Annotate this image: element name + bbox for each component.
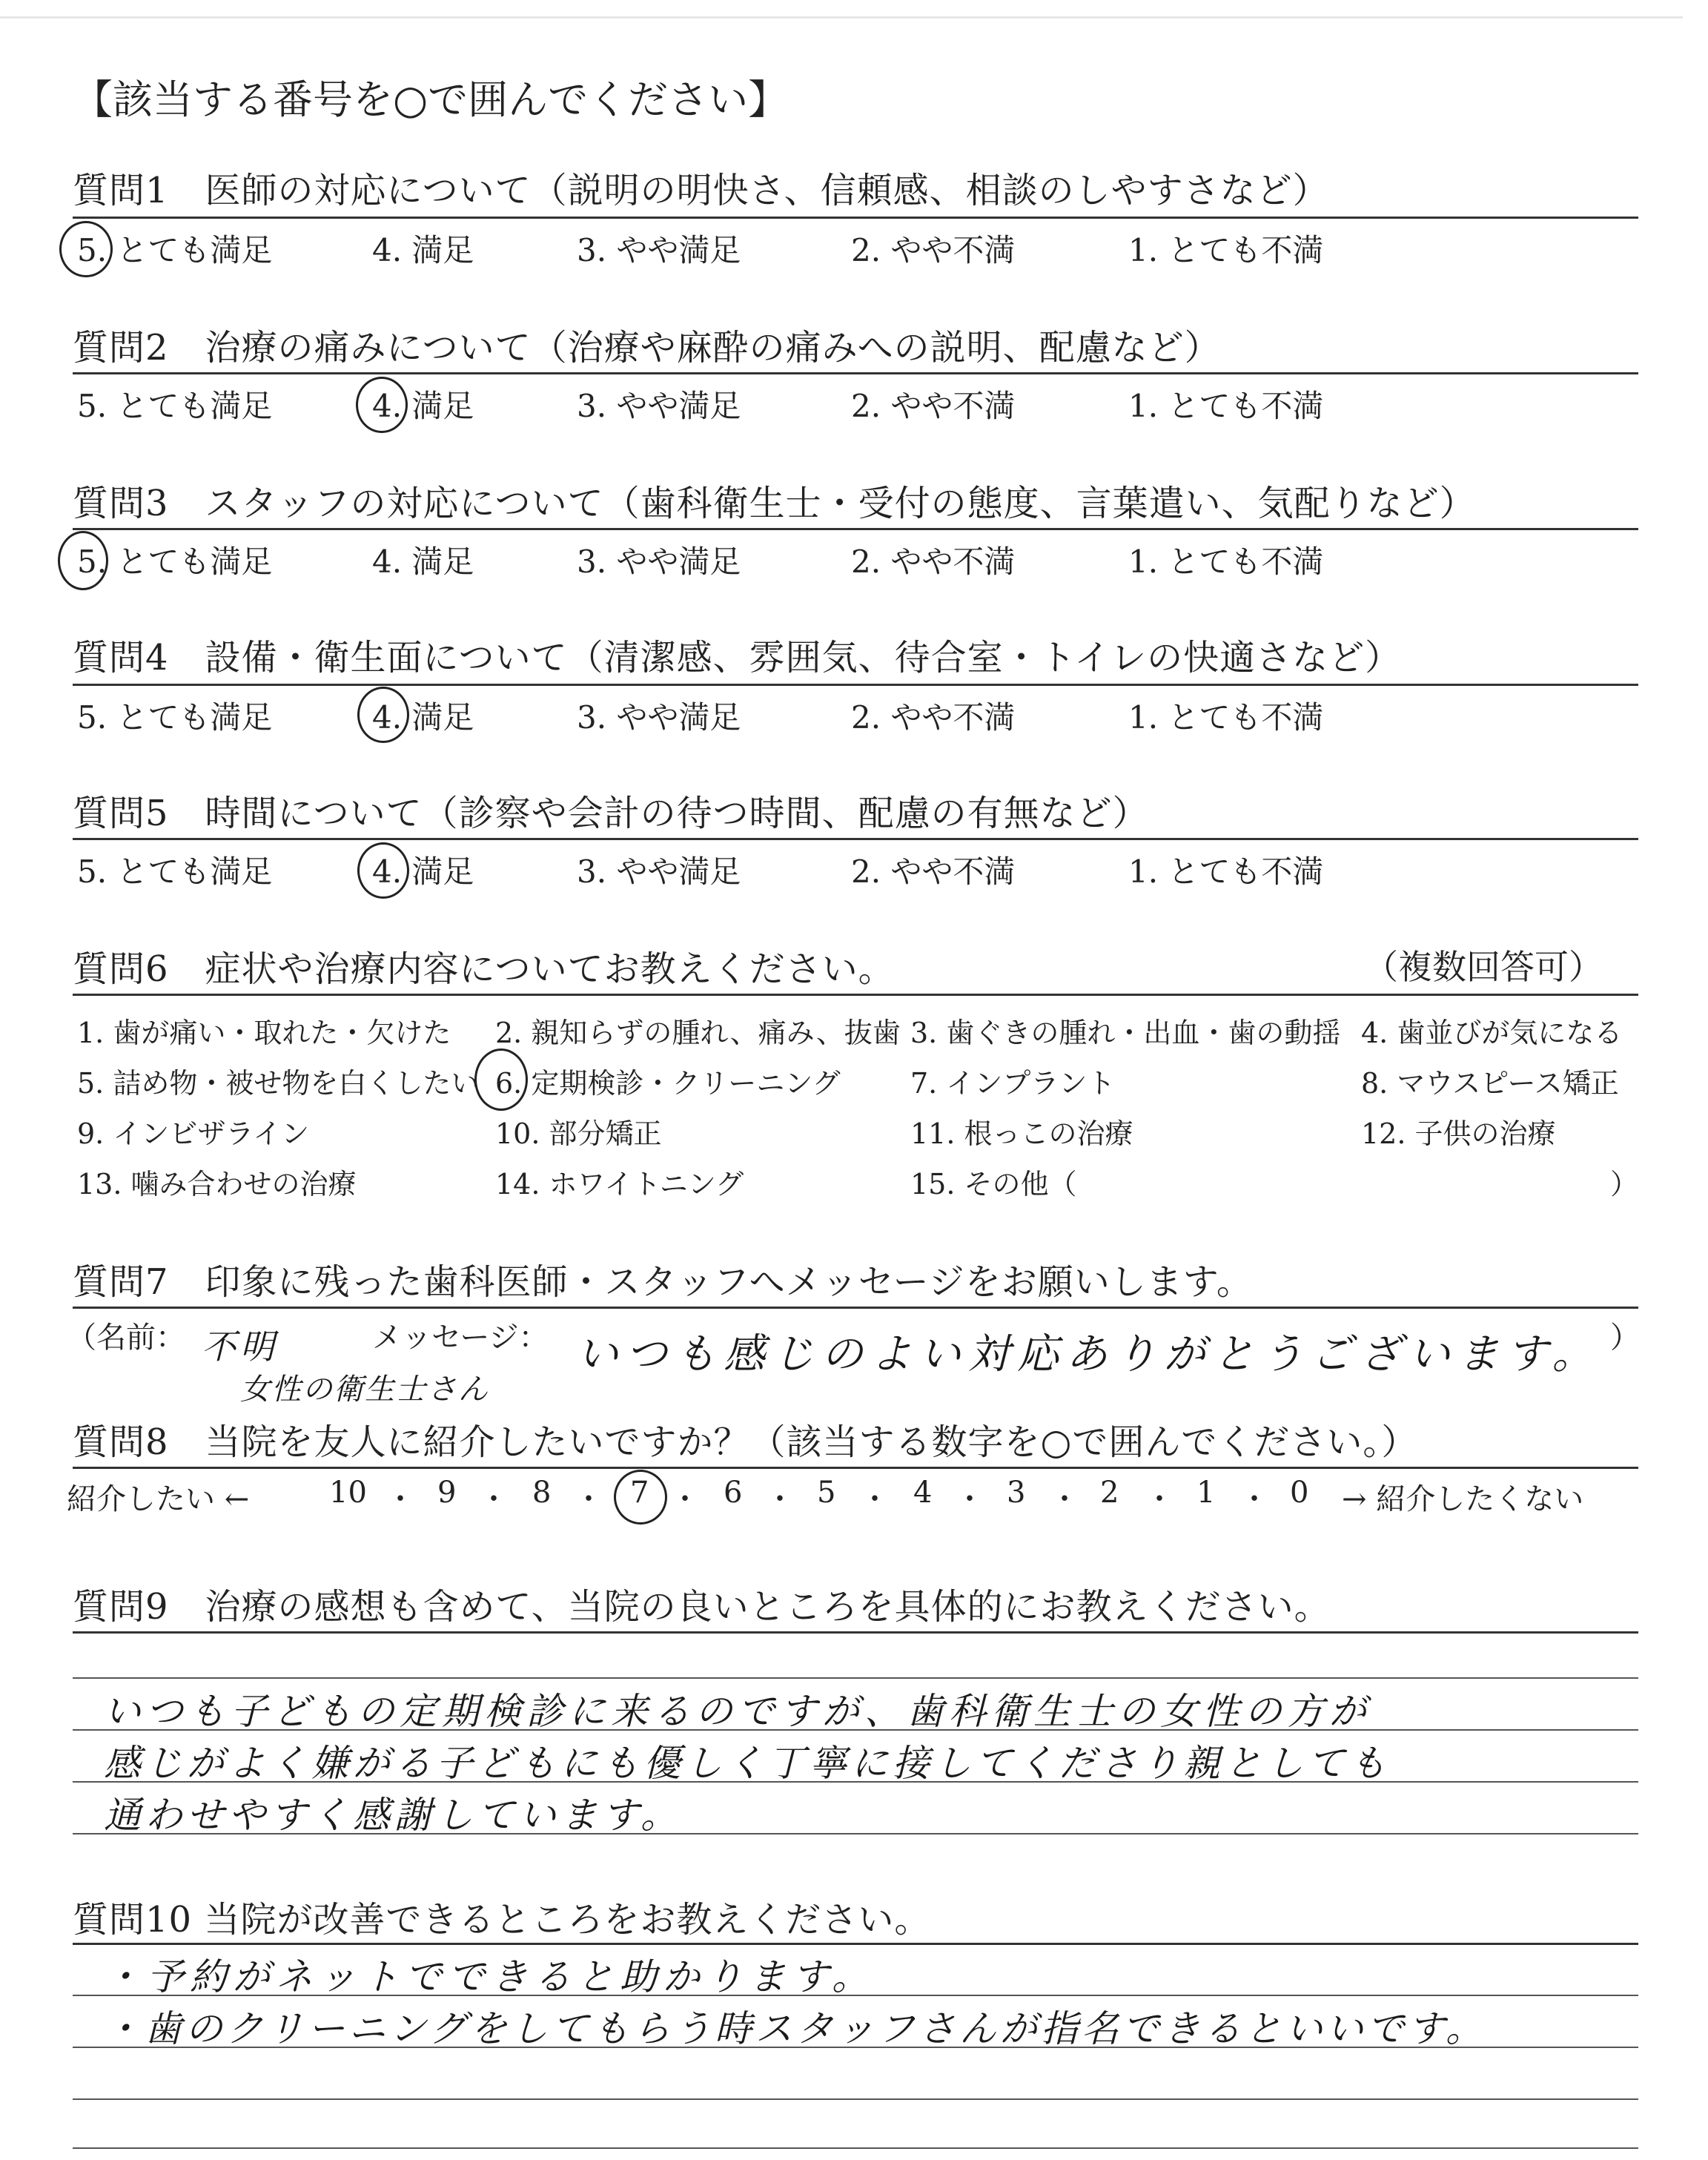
q1-selection-circle: [59, 221, 113, 277]
q5-option-5[interactable]: 5. とても満足: [77, 853, 273, 890]
q6-option-6[interactable]: 6. 定期検診・クリーニング: [495, 1067, 841, 1100]
question-5-rule: [73, 838, 1638, 840]
question-6-title: 質問6 症状や治療内容についてお教えください。: [73, 948, 895, 990]
q1-option-2[interactable]: 2. やや不満: [851, 232, 1016, 268]
question-2-rule: [73, 372, 1638, 374]
q8-scale-5[interactable]: 5: [817, 1476, 836, 1510]
q8-dot: ・: [574, 1482, 603, 1516]
q2-selection-circle: [356, 377, 408, 433]
q6-option-1[interactable]: 1. 歯が痛い・取れた・欠けた: [77, 1017, 451, 1049]
q6-option-13[interactable]: 13. 噛み合わせの治療: [77, 1168, 357, 1200]
q2-option-4[interactable]: 4. 満足: [372, 388, 474, 424]
question-2-title: 質問2 治療の痛みについて（治療や麻酔の痛みへの説明、配慮など）: [73, 327, 1221, 369]
q2-option-3[interactable]: 3. やや満足: [577, 388, 741, 424]
q6-option-12[interactable]: 12. 子供の治療: [1361, 1117, 1556, 1150]
q6-option-3[interactable]: 3. 歯ぐきの腫れ・出血・歯の動揺: [910, 1017, 1341, 1049]
question-7-rule: [73, 1307, 1638, 1309]
q8-scale-2[interactable]: 2: [1100, 1476, 1119, 1510]
q3-option-5[interactable]: 5. とても満足: [77, 544, 273, 580]
q4-option-1[interactable]: 1. とても不満: [1128, 699, 1324, 736]
q8-scale-9[interactable]: 9: [437, 1476, 457, 1510]
question-4-title: 質問4 設備・衛生面について（清潔感、雰囲気、待合室・トイレの快適さなど）: [73, 637, 1402, 678]
q8-scale-7[interactable]: 7: [630, 1476, 649, 1510]
question-5-title: 質問5 時間について（診察や会計の待つ時間、配慮の有無など）: [73, 793, 1149, 834]
q8-left-label: 紹介したい ←: [67, 1482, 250, 1516]
q4-option-3[interactable]: 3. やや満足: [577, 699, 741, 736]
q8-scale-0[interactable]: 0: [1290, 1476, 1309, 1510]
q7-close-paren: ）: [1610, 1321, 1640, 1355]
q8-dot: ・: [479, 1482, 509, 1516]
q8-scale-6[interactable]: 6: [724, 1476, 743, 1510]
q3-option-1[interactable]: 1. とても不満: [1128, 544, 1324, 580]
page-heading: 【該当する番号を○で囲んでください】: [73, 76, 789, 123]
q7-name-handwriting-2: 女性の衛生士さん: [240, 1373, 489, 1407]
q4-option-5[interactable]: 5. とても満足: [77, 699, 273, 736]
q10-handwriting-line-1: ・予約がネットでできると助かります。: [104, 1955, 875, 1998]
q10-writing-line: [73, 2098, 1638, 2100]
q5-option-2[interactable]: 2. やや不満: [851, 853, 1016, 890]
q8-dot: ・: [955, 1482, 984, 1516]
q5-option-1[interactable]: 1. とても不満: [1128, 853, 1324, 890]
question-10-rule: [73, 1943, 1638, 1945]
q1-option-3[interactable]: 3. やや満足: [577, 232, 741, 268]
q5-option-3[interactable]: 3. やや満足: [577, 853, 741, 890]
question-1-title: 質問1 医師の対応について（説明の明快さ、信頼感、相談のしやすさなど）: [73, 170, 1329, 211]
question-6-rule: [73, 994, 1638, 996]
q6-option-2[interactable]: 2. 親知らずの腫れ、痛み、抜歯: [495, 1017, 901, 1049]
q5-selection-circle: [357, 842, 409, 899]
q8-right-label: → 紹介したくない: [1342, 1482, 1584, 1516]
q3-selection-circle: [58, 531, 108, 590]
q8-dot: ・: [670, 1482, 700, 1516]
q8-dot: ・: [1239, 1482, 1269, 1516]
q8-scale-4[interactable]: 4: [913, 1476, 933, 1510]
q6-option-7[interactable]: 7. インプラント: [910, 1067, 1116, 1100]
q9-writing-line: [73, 1677, 1638, 1679]
q2-option-2[interactable]: 2. やや不満: [851, 388, 1016, 424]
q7-message-handwriting: いつも感じのよい対応ありがとうございます。: [577, 1330, 1601, 1378]
q1-option-5[interactable]: 5. とても満足: [77, 232, 273, 268]
top-border: [0, 16, 1683, 19]
question-10-title: 質問10 当院が改善できるところをお教えください。: [73, 1899, 931, 1941]
q6-option-5[interactable]: 5. 詰め物・被せ物を白くしたい: [77, 1067, 480, 1100]
q8-scale-8[interactable]: 8: [532, 1476, 552, 1510]
question-9-title: 質問9 治療の感想も含めて、当院の良いところを具体的にお教えください。: [73, 1586, 1331, 1628]
question-7-title: 質問7 印象に残った歯科医師・スタッフへメッセージをお願いします。: [73, 1261, 1253, 1303]
q3-option-4[interactable]: 4. 満足: [372, 544, 474, 580]
question-6-note: （複数回答可）: [1364, 947, 1603, 987]
q9-handwriting-line-2: 感じがよく嫌がる子どもにも優しく丁寧に接してくださり親としても: [104, 1742, 1391, 1785]
q6-option-4[interactable]: 4. 歯並びが気になる: [1361, 1017, 1623, 1049]
q9-handwriting-line-1: いつも子どもの定期検診に来るのですが、歯科衛生士の女性の方が: [104, 1690, 1371, 1733]
question-1-rule: [73, 217, 1638, 219]
q8-dot: ・: [1145, 1482, 1174, 1516]
q1-option-1[interactable]: 1. とても不満: [1128, 232, 1324, 268]
q6-option-11[interactable]: 11. 根っこの治療: [910, 1117, 1133, 1150]
q7-name-label: （名前：: [67, 1321, 185, 1355]
q6-other-close-paren: ）: [1610, 1168, 1639, 1200]
q2-option-5[interactable]: 5. とても満足: [77, 388, 273, 424]
q1-option-4[interactable]: 4. 満足: [372, 232, 474, 268]
q4-option-2[interactable]: 2. やや不満: [851, 699, 1016, 736]
q10-writing-line: [73, 2147, 1638, 2149]
question-3-title: 質問3 スタッフの対応について（歯科衛生士・受付の態度、言葉遣い、気配りなど）: [73, 483, 1476, 524]
q6-option-10[interactable]: 10. 部分矯正: [495, 1117, 662, 1150]
q10-handwriting-line-2: ・歯のクリーニングをしてもらう時スタッフさんが指名できるといいです。: [104, 2007, 1486, 2050]
q8-dot: ・: [385, 1482, 415, 1516]
question-8-rule: [73, 1467, 1638, 1469]
q6-option-14[interactable]: 14. ホワイトニング: [495, 1168, 744, 1200]
q5-option-4[interactable]: 4. 満足: [372, 853, 474, 890]
q6-option-9[interactable]: 9. インビザライン: [77, 1117, 310, 1150]
q8-scale-3[interactable]: 3: [1007, 1476, 1026, 1510]
q3-option-2[interactable]: 2. やや不満: [851, 544, 1016, 580]
q6-selection-circle: [474, 1048, 528, 1111]
q7-message-label: メッセージ：: [372, 1321, 549, 1355]
q4-option-4[interactable]: 4. 満足: [372, 699, 474, 736]
q2-option-1[interactable]: 1. とても不満: [1128, 388, 1324, 424]
q8-scale-10[interactable]: 10: [329, 1476, 367, 1510]
q4-selection-circle: [357, 687, 409, 743]
question-8-title: 質問8 当院を友人に紹介したいですか？（該当する数字を○で囲んでください。）: [73, 1421, 1418, 1463]
q9-handwriting-line-3: 通わせやすく感謝しています。: [104, 1794, 682, 1837]
q8-dot: ・: [765, 1482, 795, 1516]
q7-name-handwriting-1: 不明: [202, 1327, 279, 1367]
question-3-rule: [73, 528, 1638, 530]
question-4-rule: [73, 684, 1638, 686]
q8-dot: ・: [1050, 1482, 1079, 1516]
q6-option-8[interactable]: 8. マウスピース矯正: [1361, 1067, 1619, 1100]
q8-scale-1[interactable]: 1: [1196, 1476, 1216, 1510]
q6-option-15[interactable]: 15. その他（: [910, 1168, 1077, 1200]
q8-dot: ・: [860, 1482, 890, 1516]
q3-option-3[interactable]: 3. やや満足: [577, 544, 741, 580]
question-9-rule: [73, 1631, 1638, 1634]
q8-selection-circle: [614, 1470, 667, 1525]
